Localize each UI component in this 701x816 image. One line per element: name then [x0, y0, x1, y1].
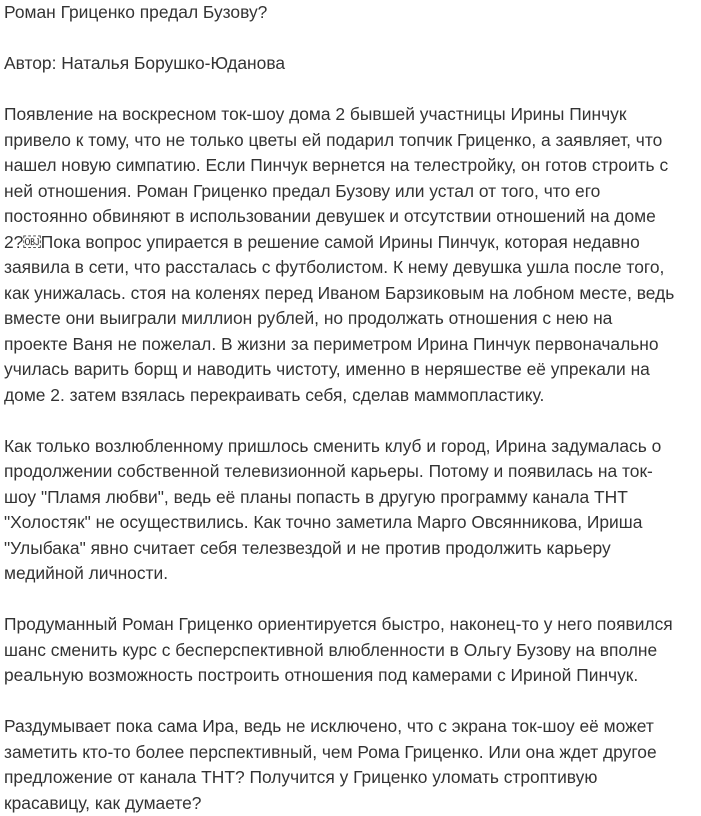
article — [4, 0, 698, 816]
article-author: Автор: Наталья Борушко-Юданова — [4, 53, 286, 73]
article-paragraph-1: Появление на воскресном ток-шоу дома 2 бывшей участницы Ирины Пинчук привело к тому, что не только цветы ей подарил топчик Гриценко, а заявляет, что нашел новую симпатию. Если Пинчук вернется на телестройку, он готов строить с ней отношения. Роман Гриценко предал Бузову или устал от того, что его постоянно обвиняют в использовании девушек и отсутствии отношений на доме 2?￼Пока вопрос упирается в решение самой Ирины Пинчук, которая недавно заявила в сети, что рассталась с футболистом. К нему девушка ушла после того, как унижалась. стоя на коленях перед Иваном Барзиковым на лобном месте, ведь вместе они выиграли миллион рублей, но продолжать отношения с нею на проекте Ваня не пожелал. В жизни за периметром Ирина Пинчук первоначально училась варить борщ и наводить чистоту, именно в неряшестве её упрекали на доме 2. затем взялась перекраивать себя, сделав маммопластику. — [4, 104, 675, 405]
article-title: Роман Гриценко предал Бузову? — [4, 2, 268, 22]
article-paragraph-4: Раздумывает пока сама Ира, ведь не исключено, что с экрана ток-шоу её может заметить кто-то более перспективный, чем Рома Гриценко. Или она ждет другое предложение от канала ТНТ? Получится у Гриценко уломать строптивую красавицу, как думаете? — [4, 716, 657, 813]
article-paragraph-2: Как только возлюбленному пришлось сменить клуб и город, Ирина задумалась о продолжении собственной телевизионной карьеры. Потому и появилась на ток- шоу "Пламя любви", ведь её планы попасть в другую программу канала ТНТ "Холостяк" не осуществились. Как точно заметила Марго Овсянникова, Ириша "Улыбака" явно считает себя телезвездой и не против продолжить карьеру медийной личности. — [4, 435, 662, 583]
article-paragraph-3: Продуманный Роман Гриценко ориентируется быстро, наконец-то у него появился шанс сменить курс с бесперспективной влюбленности в Ольгу Бузову на вполне реальную возможность построить отношения под камерами с Ириной Пинчук. — [4, 614, 673, 685]
